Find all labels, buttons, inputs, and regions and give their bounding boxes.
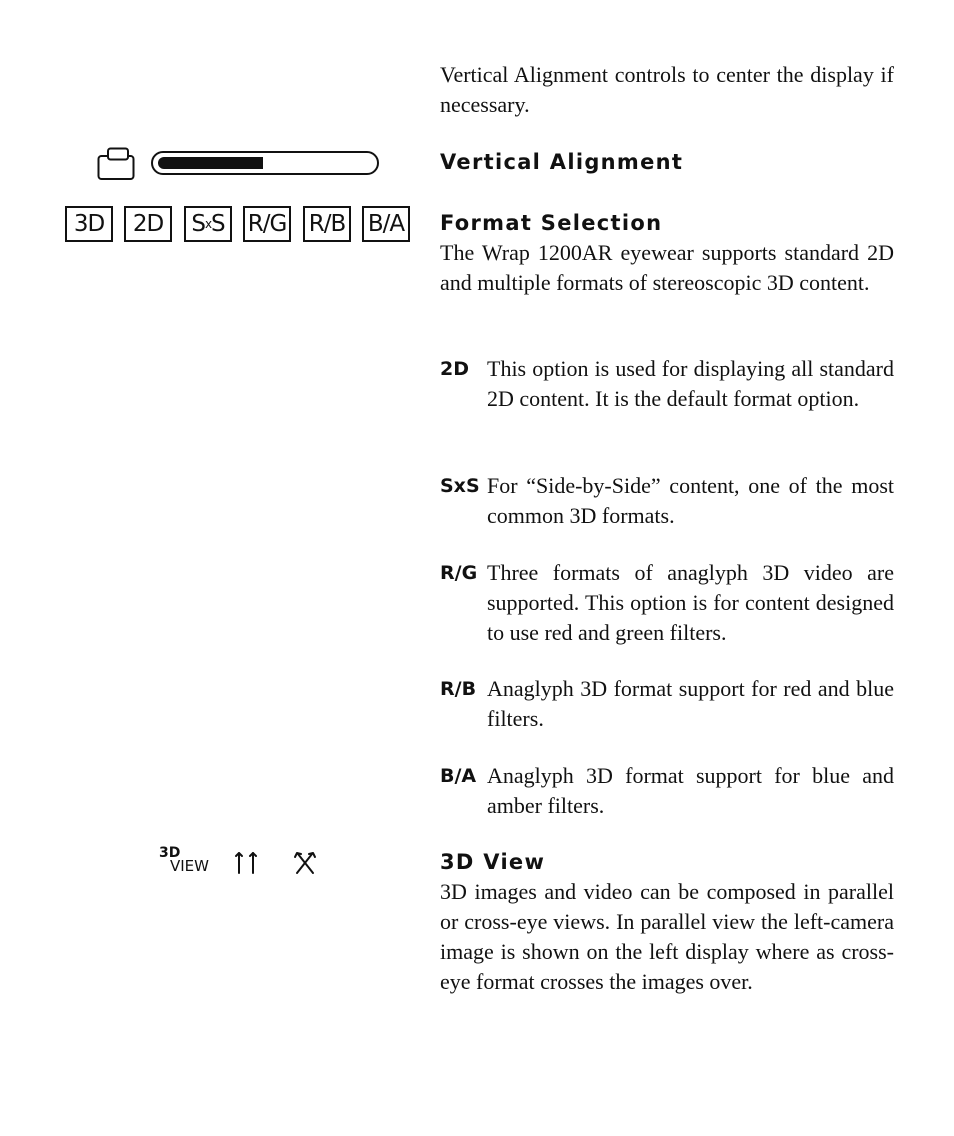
term-text: For “Side-by-Side” content, one of the most common 3D formats. <box>487 473 894 528</box>
term-text: Anaglyph 3D format support for blue and amber filters. <box>487 763 894 818</box>
format-2d-button[interactable] <box>124 206 172 242</box>
term-text: Three formats of anaglyph 3D video are supported. This option is for content designed to use red and green filters. <box>487 560 894 645</box>
term-label: SxS <box>440 475 480 497</box>
term-label: B/A <box>440 765 477 787</box>
format-sxs-label-x: x <box>204 217 212 231</box>
format-rg-label: R/G <box>247 211 287 237</box>
3d-view-label-bottom: VIEW <box>170 857 209 875</box>
format-selection-heading: Format Selection <box>440 211 663 235</box>
format-rb-label: R/B <box>308 211 346 237</box>
format-ba-button[interactable] <box>362 206 410 242</box>
format-sxs-label-a: S <box>191 211 205 237</box>
format-rg-button[interactable] <box>243 206 291 242</box>
3d-view-label-top: 3D <box>159 845 181 861</box>
format-rb-button[interactable] <box>303 206 351 242</box>
format-selection-description: The Wrap 1200AR eyewear supports standard 2D and multiple formats of stereoscopic 3D content. <box>440 240 894 295</box>
term-label: R/B <box>440 678 477 700</box>
3d-view-description: 3D images and video can be composed in parallel or cross-eye views. In parallel view the left-camera image is shown on the left display where as cross-eye format crosses the images over. <box>440 879 894 994</box>
cross-eye-view-icon[interactable] <box>292 850 318 876</box>
term-text: Anaglyph 3D format support for red and blue filters. <box>487 676 894 731</box>
parallel-view-icon[interactable] <box>233 850 259 876</box>
term-label: 2D <box>440 358 469 380</box>
format-sxs-button[interactable] <box>184 206 232 242</box>
slider-fill <box>158 157 263 169</box>
vertical-alignment-slider[interactable] <box>151 151 379 175</box>
term-text: This option is used for displaying all standard 2D content. It is the default format option. <box>487 356 894 411</box>
format-3d-label: 3D <box>73 211 105 237</box>
format-3d-button[interactable] <box>65 206 113 242</box>
vertical-alignment-heading: Vertical Alignment <box>440 150 684 174</box>
3d-view-heading: 3D View <box>440 850 546 874</box>
format-ba-label: B/A <box>367 211 405 237</box>
3d-view-label <box>159 847 209 873</box>
format-2d-label: 2D <box>132 211 164 237</box>
intro-paragraph: Vertical Alignment controls to center the display if necessary. <box>440 62 894 117</box>
format-sxs-label-b: S <box>211 211 225 237</box>
term-label: R/G <box>440 562 478 584</box>
vertical-alignment-icon <box>97 147 135 181</box>
